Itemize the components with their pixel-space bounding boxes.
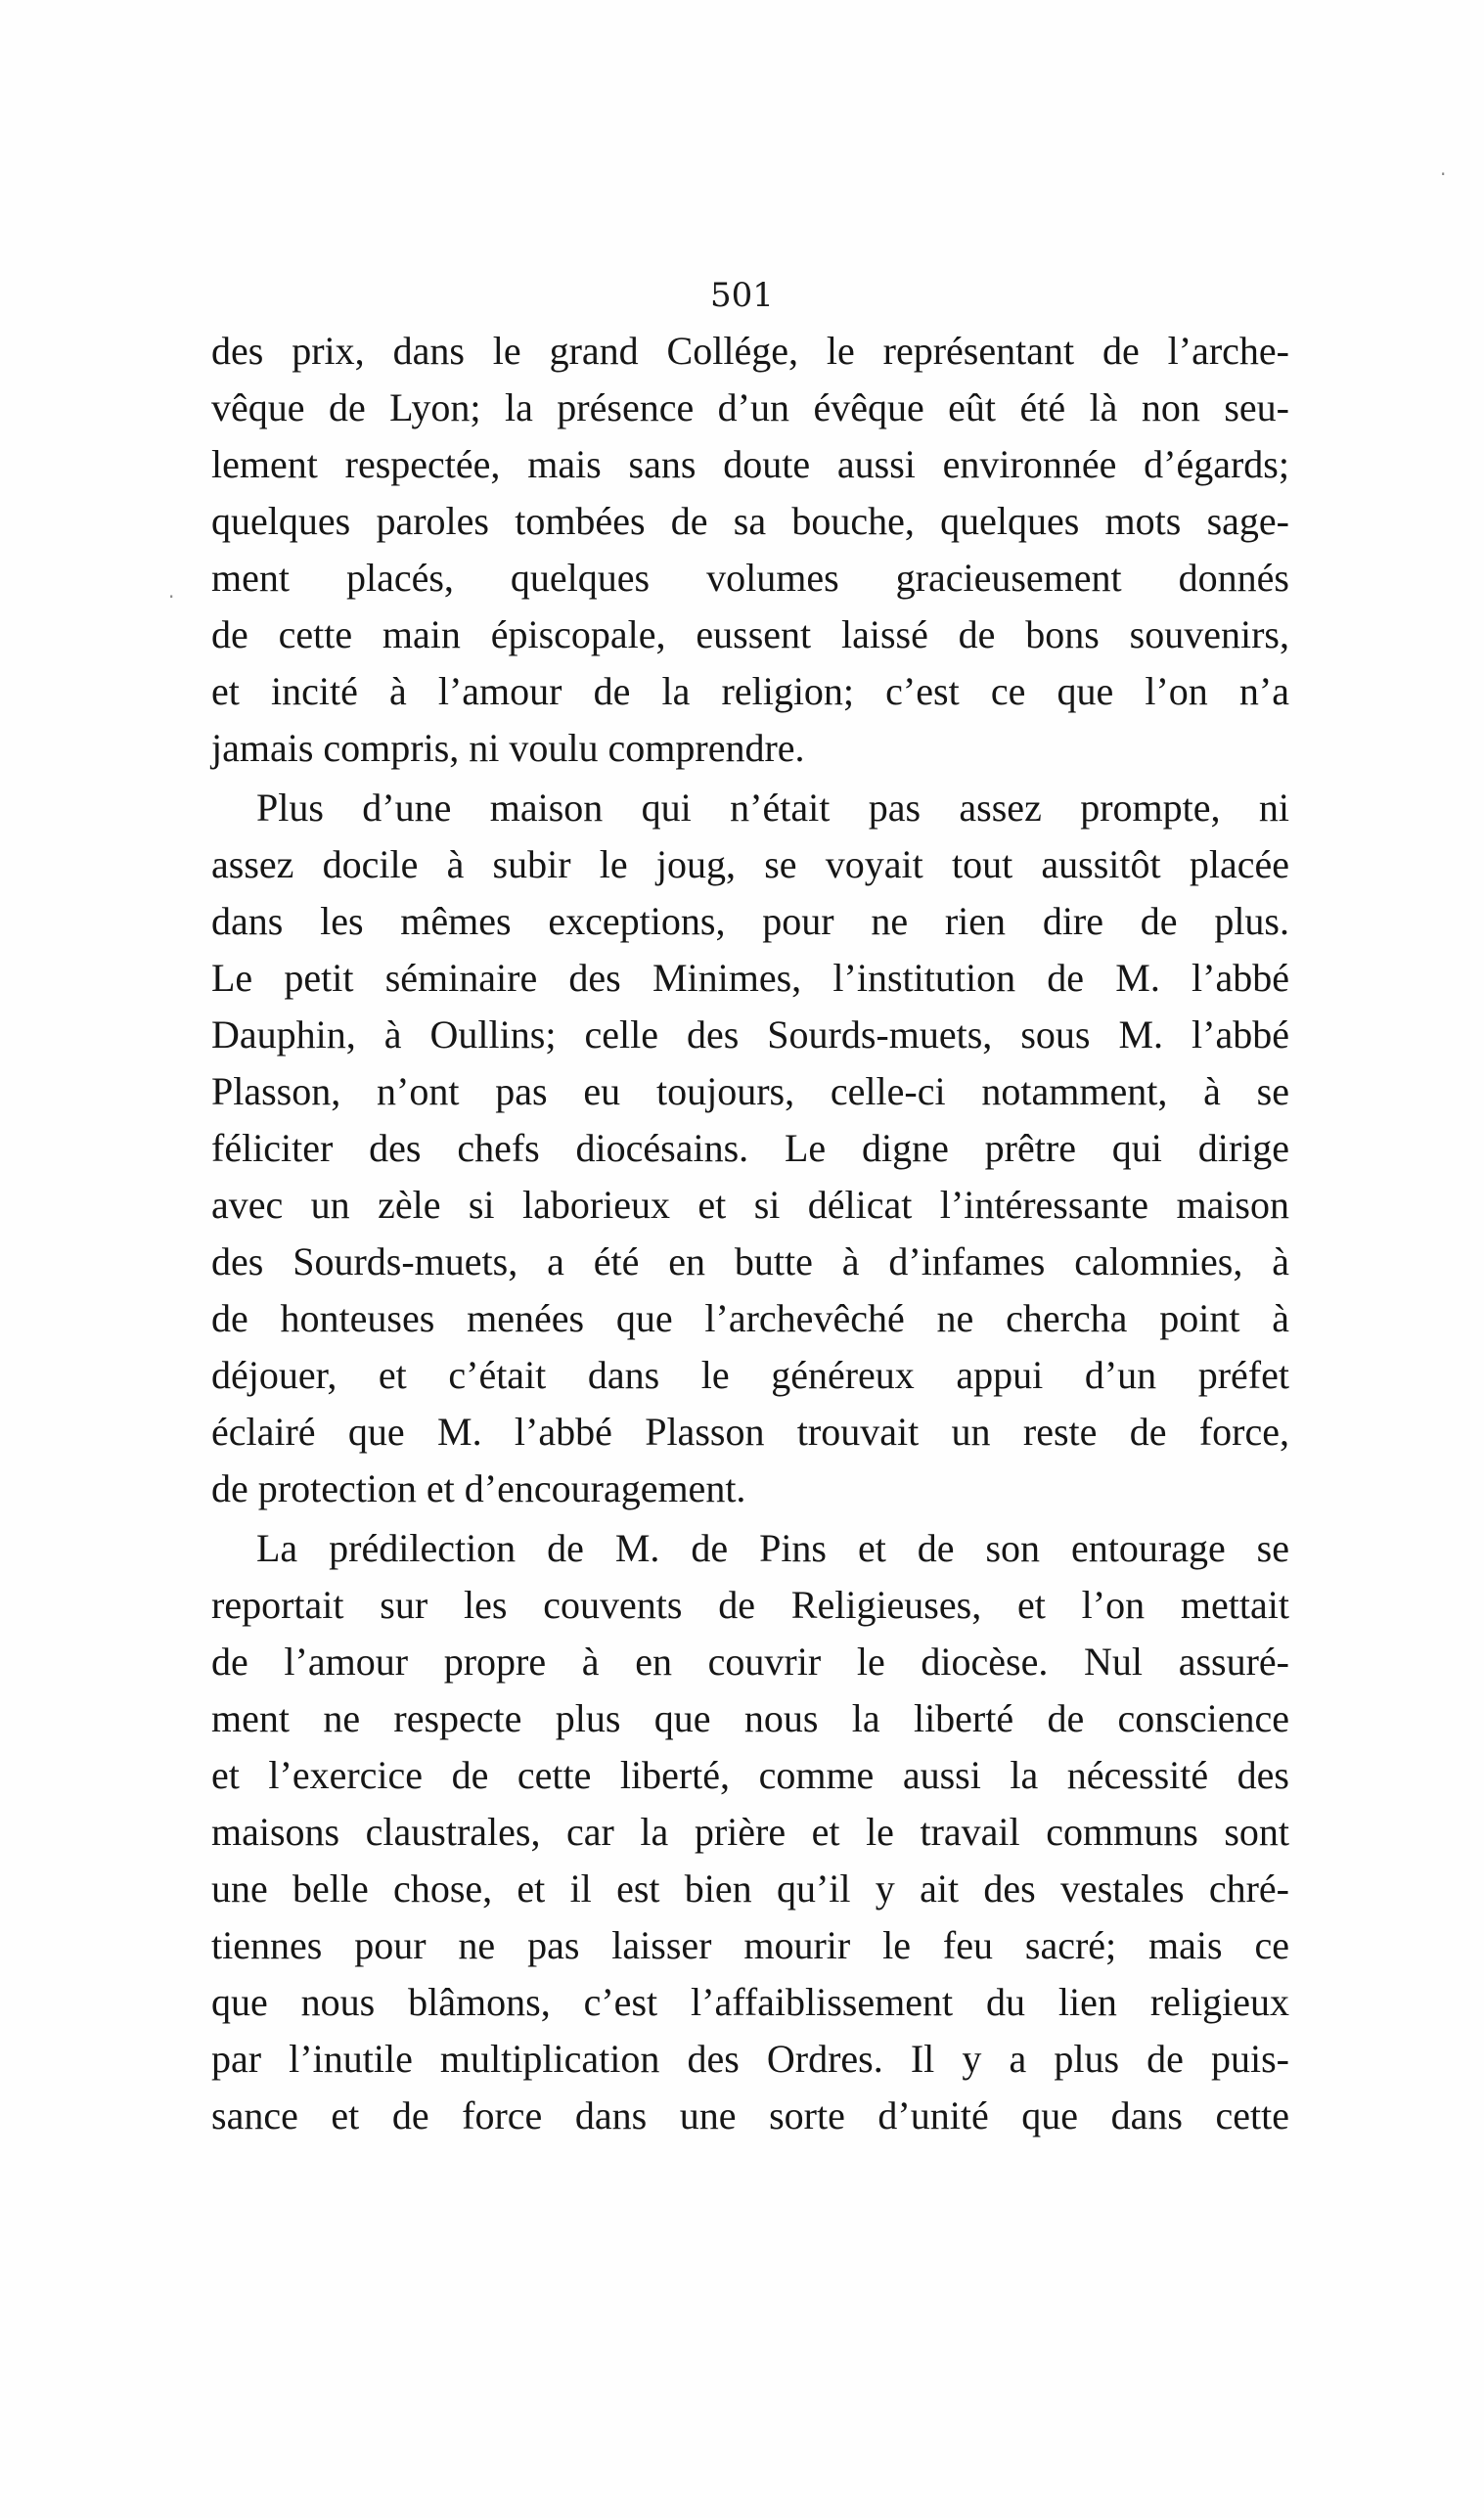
text-line: vêque de Lyon; la présence d’un évêque eût été là non seu- [211, 385, 1289, 429]
text-line: maisons claustrales, car la prière et le travail communs sont [211, 1810, 1289, 1854]
ink-speck: · [168, 585, 175, 608]
text-line: dans les mêmes exceptions, pour ne rien dire de plus. [211, 899, 1289, 943]
text-line: jamais compris, ni voulu comprendre. [211, 726, 805, 770]
text-line: Le petit séminaire des Minimes, l’institution de M. l’abbé [211, 956, 1289, 1000]
text-line: et l’exercice de cette liberté, comme aussi la nécessité des [211, 1753, 1289, 1797]
text-line: ment ne respecte plus que nous la liberté de conscience [211, 1696, 1289, 1740]
text-line: avec un zèle si laborieux et si délicat l’intéressante maison [211, 1183, 1289, 1227]
text-line: assez docile à subir le joug, se voyait tout aussitôt placée [211, 842, 1289, 886]
paragraph-3 [211, 1520, 1289, 2144]
text-line: sance et de force dans une sorte d’unité que dans cette [211, 2093, 1289, 2137]
text-line: que nous blâmons, c’est l’affaiblissement du lien religieux [211, 1980, 1289, 2024]
paragraph-1 [211, 323, 1289, 777]
text-line: éclairé que M. l’abbé Plasson trouvait un reste de force, [211, 1410, 1289, 1454]
text-line: des prix, dans le grand Collége, le représentant de l’arche- [211, 329, 1289, 373]
paragraph-2 [211, 780, 1289, 1517]
text-line: ment placés, quelques volumes gracieusement donnés [211, 556, 1289, 600]
page-number: 501 [710, 276, 774, 315]
text-line: de protection et d’encouragement. [211, 1466, 746, 1510]
text-line: La prédilection de M. de Pins et de son entourage se [256, 1526, 1289, 1570]
text-line: Plasson, n’ont pas eu toujours, celle-ci notamment, à se [211, 1069, 1289, 1113]
text-line: une belle chose, et il est bien qu’il y ait des vestales chré- [211, 1866, 1289, 1911]
text-line: tiennes pour ne pas laisser mourir le feu sacré; mais ce [211, 1923, 1289, 1967]
ink-speck: · [1440, 162, 1447, 186]
text-line: quelques paroles tombées de sa bouche, quelques mots sage- [211, 499, 1289, 543]
text-line: de cette main épiscopale, eussent laissé de bons souvenirs, [211, 612, 1289, 656]
text-line: Dauphin, à Oullins; celle des Sourds-muets, sous M. l’abbé [211, 1012, 1289, 1057]
text-line: déjouer, et c’était dans le généreux appui d’un préfet [211, 1353, 1289, 1397]
text-line: Plus d’une maison qui n’était pas assez prompte, ni [256, 786, 1289, 830]
text-line: et incité à l’amour de la religion; c’est ce que l’on n’a [211, 669, 1289, 713]
text-line: féliciter des chefs diocésains. Le digne prêtre qui dirige [211, 1126, 1289, 1170]
text-line: lement respectée, mais sans doute aussi environnée d’égards; [211, 442, 1289, 486]
text-line: reportait sur les couvents de Religieuses, et l’on mettait [211, 1583, 1289, 1627]
text-line: des Sourds-muets, a été en butte à d’infames calomnies, à [211, 1239, 1289, 1283]
text-line: de l’amour propre à en couvrir le diocèse. Nul assuré- [211, 1640, 1289, 1684]
text-line: de honteuses menées que l’archevêché ne chercha point à [211, 1296, 1289, 1340]
text-line: par l’inutile multiplication des Ordres. Il y a plus de puis- [211, 2037, 1289, 2081]
body-text [211, 323, 1289, 2147]
